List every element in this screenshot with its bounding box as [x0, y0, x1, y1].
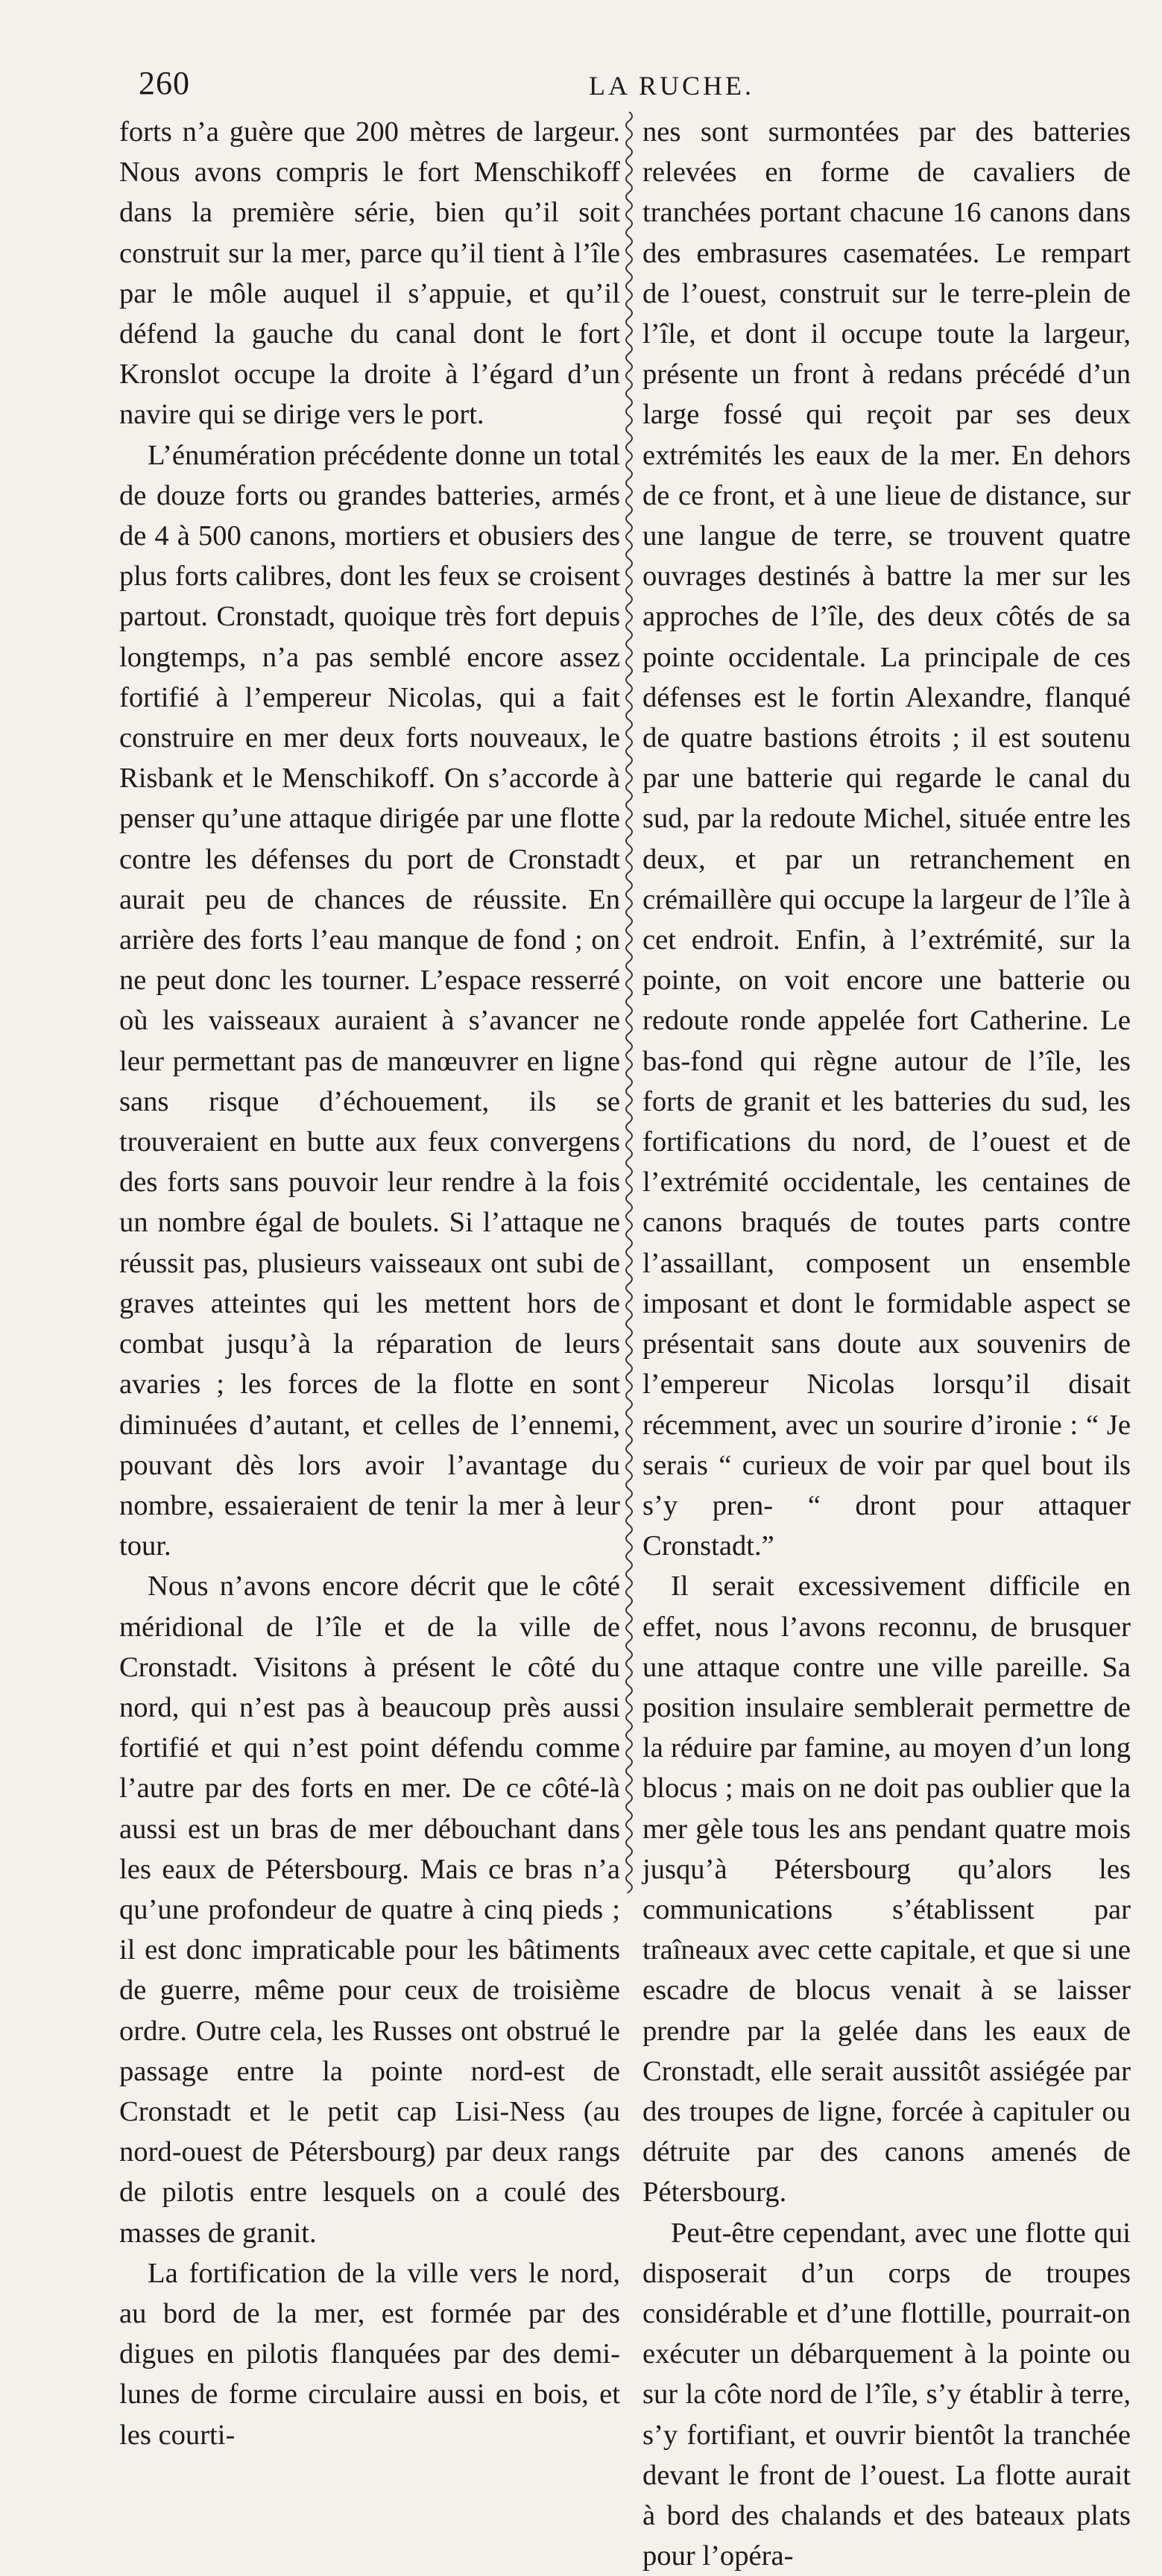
paragraph: Il serait excessivement difficile en effet, nous l’avons reconnu, de brusquer une attaque contre une ville pareille. Sa position insulaire semblerait permettre de la réduire par famine, au moyen d’un long blocus ; mais on ne doit pas oublier que la mer gèle tous les ans pendant quatre mois jusqu’à Pétersbourg qu’alors les communications s’établissent par traîneaux avec cette capitale, et que si une escadre de blocus venait à se laisser prendre par la gelée dans les eaux de Cronstadt, elle serait aussitôt assiégée par des troupes de ligne, forcée à capituler ou détruite par des canons amenés de Pétersbourg. — [642, 1570, 1131, 2209]
paragraph: L’énumération précédente donne un total de douze forts ou grandes batteries, armés de 4 à 500 canons, mortiers et obusiers des plus forts calibres, dont les feux se croisent partout. Cronstadt, quoique très fort depuis longtemps, n’a pas semblé encore assez fortifié à l’empereur Nicolas, qui a fait construire en mer deux forts nouveaux, le Risbank et le Menschikoff. On s’accorde à penser qu’une attaque dirigée par une flotte contre les défenses du port de Cronstadt aurait peu de chances de réussite. En arrière des forts l’eau manque de fond ; on ne peut donc les tourner. L’espace resserré où les vaisseaux auraient à s’avancer ne leur permettant pas de manœuvrer en ligne sans risque d’échouement, ils se trouveraient en butte aux feux convergens des forts sans pouvoir leur rendre à la fois un nombre égal de boulets. Si l’attaque ne réussit pas, plusieurs vaisseaux ont subi de graves atteintes qui les mettent hors de combat jusqu’à la réparation de leurs avaries ; les forces de la flotte en sont diminuées d’autant, et celles de l’ennemi, pouvant dès lors avoir l’avantage du nombre, essaieraient de tenir la mer à leur tour. — [119, 439, 620, 1562]
paragraph: Nous n’avons encore décrit que le côté méridional de l’île et de la ville de Cronstadt. Visitons à présent le côté du nord, qui n’est pas à beaucoup près aussi fortifié et qui n’est point défendu comme l’autre par des forts en mer. De ce côté-là aussi est un bras de mer débouchant dans les eaux de Pétersbourg. Mais ce bras n’a qu’une profondeur de quatre à cinq pieds ; il est donc impraticable pour les bâtiments de guerre, même pour ceux de troisième ordre. Outre cela, les Russes ont obstrué le passage entre la pointe nord-est de Cronstadt et le petit cap Lisi-Ness (au nord-ouest de Pétersbourg) par deux rangs de pilotis entre lesquels on a coulé des masses de granit. — [119, 1570, 620, 2249]
paragraph: forts n’a guère que 200 mètres de largeur. Nous avons compris le fort Menschikoff dans la première série, bien qu’il soit construit sur la mer, parce qu’il tient à l’île par le môle auquel il s’appuie, et qu’il défend la gauche du canal dont le fort Kronslot occupe la droite à l’égard d’un navire qui se dirige vers le port. — [119, 116, 620, 431]
running-title: LA RUCHE. — [589, 71, 755, 101]
paragraph: Peut-être cependant, avec une flotte qui disposerait d’un corps de troupes considérable et d’une flottille, pourrait-on exécuter un débarquement à la pointe ou sur la côte nord de l’île, s’y établir à terre, s’y fortifiant, et ouvrir bientôt la tranchée devant le front de l’ouest. La flotte aurait à bord des chalands et des bateaux plats pour l’opéra- — [642, 2217, 1131, 2572]
left-column — [119, 112, 620, 2451]
page-number: 260 — [139, 65, 190, 101]
column-divider — [622, 112, 637, 1893]
page-header — [112, 52, 1155, 112]
paragraph: nes sont surmontées par des batteries relevées en forme de cavaliers de tranchées portant chacune 16 canons dans des embrasures casematées. Le rempart de l’ouest, construit sur le terre-plein de l’île, et dont il occupe toute la largeur, présente un front à redans précédé d’un large fossé qui reçoit par ses deux extrémités les eaux de la mer. En dehors de ce front, et à une lieue de distance, sur une langue de terre, se trouvent quatre ouvrages destinés à battre la mer sur les approches de l’île, des deux côtés de sa pointe occidentale. La principale de ces défenses est le fortin Alexandre, flanqué de quatre bastions étroits ; il est soutenu par une batterie qui regarde le canal du sud, par la redoute Michel, située entre les deux, et par un retranchement en crémaillère qui occupe la largeur de l’île à cet endroit. Enfin, à l’extrémité, sur la pointe, on voit encore une batterie ou redoute ronde appelée fort Catherine. Le bas-fond qui règne autour de l’île, les forts de granit et les batteries du sud, les fortifications du nord, de l’ouest et de l’extrémité occidentale, les centaines de canons braqués de toutes parts contre l’assaillant, composent un ensemble imposant et dont le formidable aspect se présentait sans doute aux souvenirs de l’empereur Nicolas lorsqu’il disait récemment, avec un sourire d’ironie : “ Je serais “ curieux de voir par quel bout ils s’y pren- “ dront pour attaquer Cronstadt.” — [642, 116, 1131, 1562]
paragraph: La fortification de la ville vers le nord, au bord de la mer, est formée par des digues en pilotis flanquées par des demi-lunes de forme circulaire aussi en bois, et les courti- — [119, 2257, 620, 2451]
right-column — [642, 112, 1131, 2572]
